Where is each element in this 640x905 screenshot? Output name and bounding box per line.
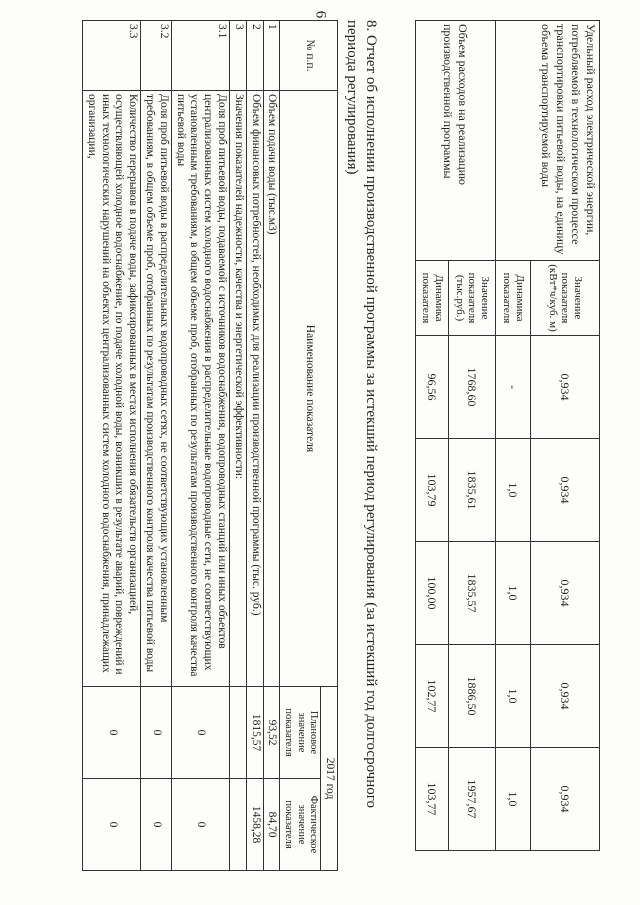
indicators-table	[415, 20, 600, 851]
row-actual: 84,70	[263, 779, 280, 871]
row-planned: 0	[83, 687, 141, 779]
row-name: Доля проб питьевой воды в распределительных водопроводных сетях, не соответствующих установленным требованиям, в общем объеме проб, отобранных по результатам производственного контроля качества питьевой воды	[141, 91, 172, 687]
table-cell: 1768,60	[449, 336, 496, 439]
row-planned	[230, 687, 247, 779]
table-cell: 1957,67	[449, 748, 496, 851]
indicator-name: Удельный расход электрической энергии, потребляемой в технологическом процессе транспортировки питьевой воды, на единицу объема транспортируемой воды	[496, 21, 600, 261]
table-row	[246, 21, 263, 871]
table-cell: 1,0	[496, 748, 531, 851]
table-cell: 1,0	[496, 542, 531, 645]
row-actual: 0	[171, 779, 229, 871]
row-name: Объем финансовых потребностей, необходимых для реализации производственной программы (тыс. руб.)	[246, 91, 263, 687]
indicator-name: Объем расходов на реализацию производственной программы	[416, 21, 496, 261]
table-cell: 96,56	[416, 336, 449, 439]
table-cell: 0,934	[531, 748, 600, 851]
section-title: 8. Отчет об исполнении производственной программы за истекший период регулирования (за истекший год долгосрочного периода регулирования)	[344, 20, 379, 809]
sub-label: Динамика показателя	[496, 261, 531, 336]
rotated-page-content	[40, 20, 600, 890]
row-num: 3.3	[83, 21, 141, 91]
row-num: 2	[246, 21, 263, 91]
row-actual: 0	[141, 779, 172, 871]
row-num: 3.1	[171, 21, 229, 91]
table-cell: 1835,61	[449, 439, 496, 542]
row-planned: 1815,57	[246, 687, 263, 779]
page-number: 6	[312, 10, 329, 19]
header-year: 2017 год	[321, 687, 338, 871]
table-row	[83, 21, 141, 871]
table-cell: 0,934	[531, 336, 600, 439]
table-row	[531, 21, 600, 851]
table-header-row	[321, 21, 338, 871]
row-actual: 1458,28	[246, 779, 263, 871]
row-name: Значения показателей надежности, качества и энергетической эффективности:	[230, 91, 247, 687]
table-cell: 0,934	[531, 542, 600, 645]
table-cell: 0,934	[531, 645, 600, 748]
row-num: 3.2	[141, 21, 172, 91]
table-cell: 1,0	[496, 439, 531, 542]
header-actual: Фактическое значение показателя	[280, 779, 321, 871]
row-name: Объем подачи воды (тыс.м3)	[263, 91, 280, 687]
header-planned: Плановое значение показателя	[280, 687, 321, 779]
sub-label: Значение показателя (кВт*ч/куб. м)	[531, 261, 600, 336]
program-report-table	[82, 20, 338, 871]
table-cell: 103,79	[416, 439, 449, 542]
sub-label: Динамика показателя	[416, 261, 449, 336]
row-actual	[230, 779, 247, 871]
table-cell: -	[496, 336, 531, 439]
table-cell: 0,934	[531, 439, 600, 542]
row-num: 3	[230, 21, 247, 91]
row-name: Доля проб питьевой воды, подаваемой с источников водоснабжения, водопроводных станций или иных объектов централизованных систем холодного водоснабжения в распределительные водопроводные сети, не соответствующих установленным требованиям, в общем объеме проб, отобранных по результатам производственного контроля качества питьевой воды	[171, 91, 229, 687]
table-cell: 1886,50	[449, 645, 496, 748]
table-cell: 102,77	[416, 645, 449, 748]
table-row	[263, 21, 280, 871]
row-planned: 0	[141, 687, 172, 779]
row-num: 1	[263, 21, 280, 91]
row-planned: 93,52	[263, 687, 280, 779]
header-num: № п.п.	[280, 21, 338, 91]
table-cell: 1,0	[496, 645, 531, 748]
table-row	[171, 21, 229, 871]
table-cell: 1835,57	[449, 542, 496, 645]
table-row	[230, 21, 247, 871]
table-row	[141, 21, 172, 871]
row-actual: 0	[83, 779, 141, 871]
table-cell: 103,77	[416, 748, 449, 851]
sub-label: Значение показателя (тыс.руб.)	[449, 261, 496, 336]
table-cell: 100,00	[416, 542, 449, 645]
row-planned: 0	[171, 687, 229, 779]
row-name: Количество перерывов в подаче воды, зафиксированных в местах исполнения обязательств организацией, осуществляющей холодное водоснабжение, по подаче холодной воды, возникших в результате аварий, повреждений и иных технологических нарушений на объектах централизованных систем холодного водоснабжения, принадлежащих организации,	[83, 91, 141, 687]
table-row	[449, 21, 496, 851]
header-name: Наименование показателя	[280, 91, 338, 687]
